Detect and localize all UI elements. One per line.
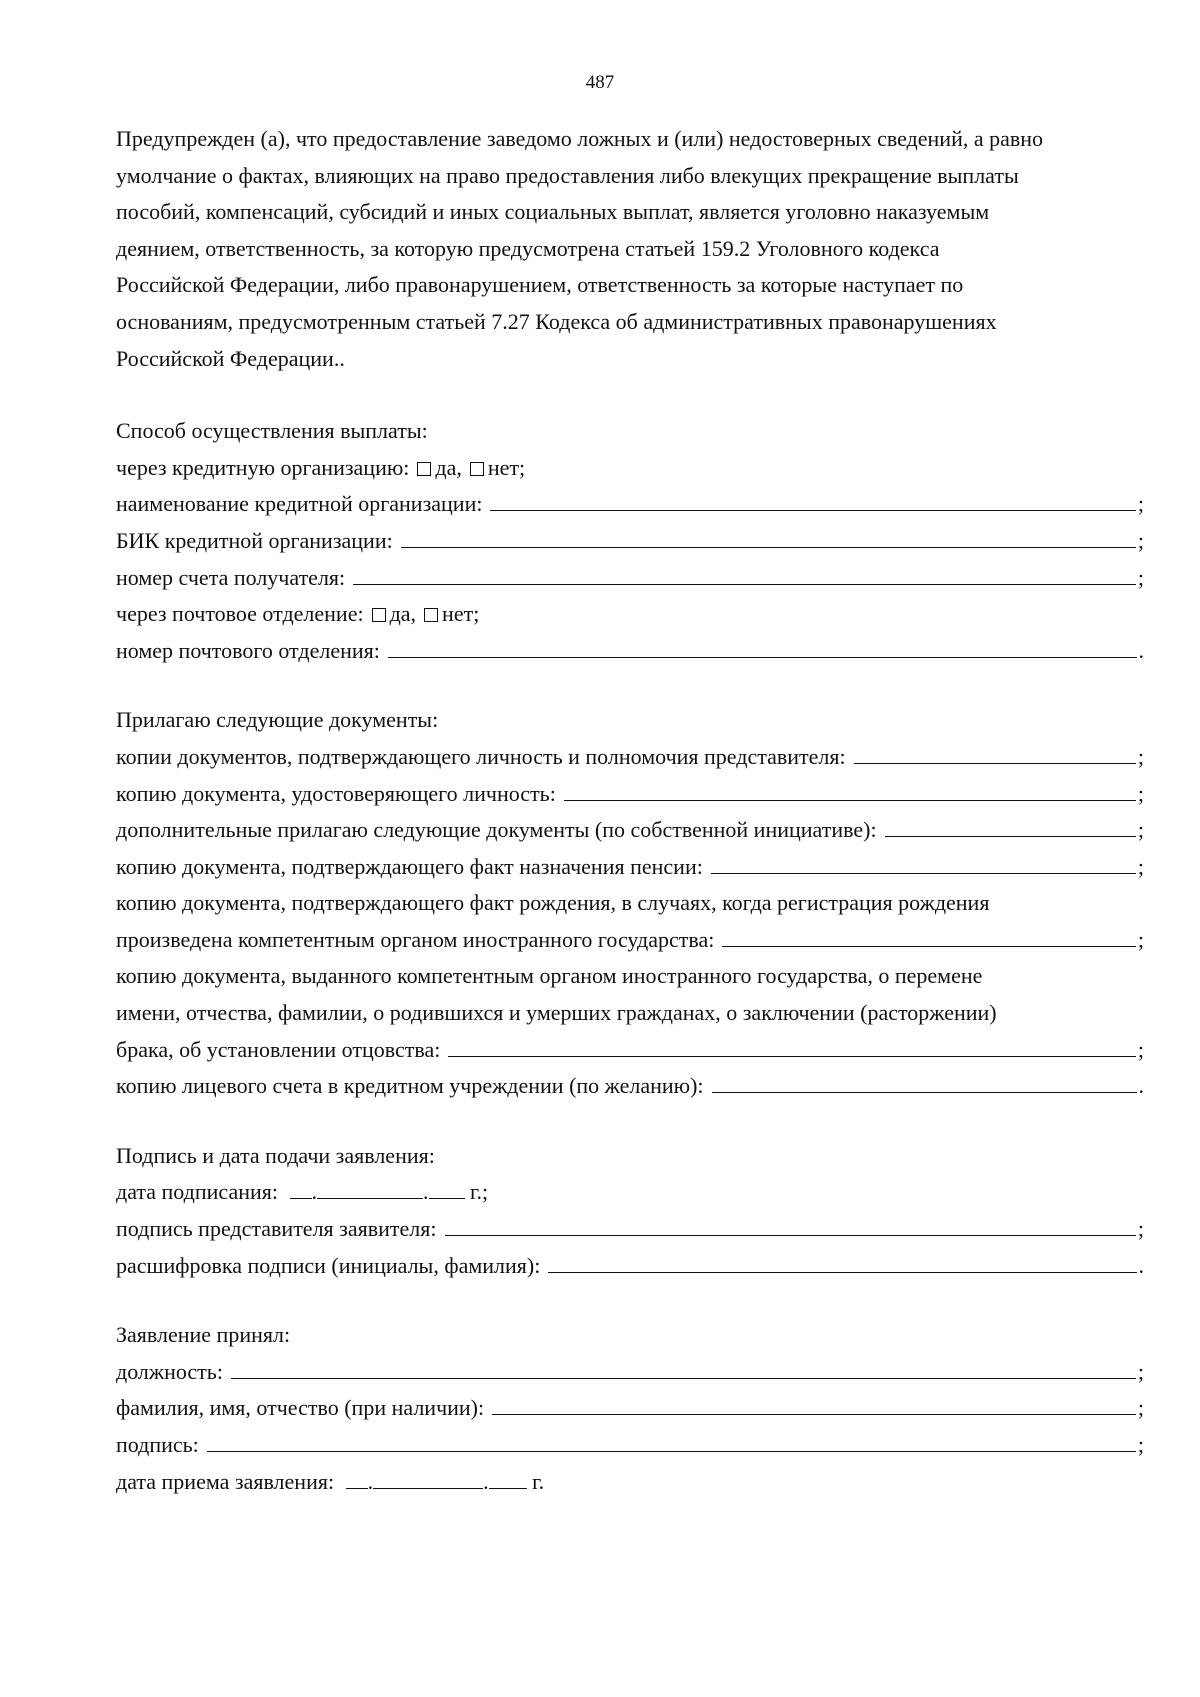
post-no-label: нет; <box>442 601 480 627</box>
signature-heading: Подпись и дата подачи заявления: <box>116 1142 435 1168</box>
doc-field[interactable] <box>712 1091 1137 1093</box>
accepted-section <box>116 1317 1144 1500</box>
form-content <box>116 121 1144 1500</box>
warning-line: деянием, ответственность, за которую предусмотрена статьей 159.2 Уголовного кодекса <box>116 235 940 261</box>
row-end: ; <box>1137 1395 1144 1421</box>
representative-sign-label: подпись представителя заявителя: <box>116 1216 437 1242</box>
payment-heading: Способ осуществления выплаты: <box>116 418 428 444</box>
accept-date-row <box>116 1464 1144 1501</box>
accept-sign-row <box>116 1427 1144 1464</box>
accept-sign-field[interactable] <box>207 1450 1136 1452</box>
doc-row <box>116 849 1144 886</box>
fio-row <box>116 1390 1144 1427</box>
row-end: ; <box>1137 1216 1144 1242</box>
doc-row <box>116 1068 1144 1105</box>
doc-label: дополнительные прилагаю следующие документы (по собственной инициативе): <box>116 817 877 843</box>
doc-field[interactable] <box>564 799 1136 801</box>
date-dot: . <box>311 1179 317 1205</box>
row-end: ; <box>1137 1036 1144 1062</box>
doc-text-line: копию документа, подтверждающего факт рождения, в случаях, когда регистрация рождения <box>116 890 990 916</box>
bank-no-checkbox[interactable] <box>470 462 484 476</box>
doc-row <box>116 1032 1144 1069</box>
row-end: ; <box>1137 926 1144 952</box>
warning-line: основаниям, предусмотренным статьей 7.27 Кодекса об административных правонарушениях <box>116 308 997 334</box>
bank-no-label: нет; <box>487 454 526 480</box>
doc-label: копии документов, подтверждающего личность и полномочия представителя: <box>116 743 846 769</box>
signing-date-label: дата подписания: <box>116 1179 278 1205</box>
date-dot: . <box>367 1468 374 1494</box>
doc-row <box>116 776 1144 813</box>
doc-row <box>116 812 1144 849</box>
post-number-label: номер почтового отделения: <box>116 637 380 663</box>
bik-row <box>116 523 1144 560</box>
position-row <box>116 1354 1144 1391</box>
doc-row <box>116 739 1144 776</box>
date-dot: . <box>423 1179 429 1205</box>
bank-name-row <box>116 486 1144 523</box>
account-field[interactable] <box>353 583 1136 585</box>
payment-section <box>116 413 1144 669</box>
doc-label: копию лицевого счета в кредитном учреждении (по желанию): <box>116 1073 704 1099</box>
month-field[interactable] <box>317 1197 423 1199</box>
row-end: ; <box>1137 491 1144 517</box>
sign-decode-row <box>116 1248 1144 1285</box>
doc-label: копию документа, удостоверяющего личность: <box>116 780 556 806</box>
doc-text-line: копию документа, выданного компетентным органом иностранного государства, о перемене <box>116 963 983 989</box>
warning-line: Российской Федерации.. <box>116 345 345 371</box>
bank-choice-row <box>116 450 1144 487</box>
doc-field[interactable] <box>711 872 1136 874</box>
doc-field[interactable] <box>722 945 1136 947</box>
doc-text-line: имени, отчества, фамилии, о родившихся и умерших гражданах, о заключении (расторжении) <box>116 1000 997 1026</box>
accept-sign-label: подпись: <box>116 1432 199 1457</box>
year-suffix: г.; <box>470 1179 489 1205</box>
month-field[interactable] <box>373 1487 483 1489</box>
doc-field[interactable] <box>854 762 1136 764</box>
documents-heading: Прилагаю следующие документы: <box>116 707 439 733</box>
warning-line: умолчание о фактах, влияющих на право предоставления либо влекущих прекращение выплаты <box>116 162 1019 188</box>
row-end: . <box>1138 1073 1144 1099</box>
sign-decode-label: расшифровка подписи (инициалы, фамилия): <box>116 1252 541 1278</box>
row-end: ; <box>1137 817 1144 843</box>
bik-label: БИК кредитной организации: <box>116 527 393 553</box>
year-field[interactable] <box>489 1487 527 1489</box>
row-end: . <box>1138 637 1144 663</box>
doc-field[interactable] <box>885 835 1136 837</box>
fio-field[interactable] <box>492 1413 1136 1415</box>
bank-choice-label: через кредитную организацию: <box>116 454 410 480</box>
post-yes-checkbox[interactable] <box>372 608 386 622</box>
row-end: ; <box>1137 527 1144 553</box>
doc-label: брака, об установлении отцовства: <box>116 1036 441 1062</box>
post-choice-row <box>116 596 1144 633</box>
position-field[interactable] <box>231 1377 1136 1379</box>
account-row <box>116 560 1144 597</box>
representative-sign-field[interactable] <box>445 1234 1136 1236</box>
bik-field[interactable] <box>401 546 1136 548</box>
representative-sign-row <box>116 1211 1144 1248</box>
post-yes-label: да, <box>389 601 417 627</box>
accepted-heading: Заявление принял: <box>116 1322 291 1348</box>
documents-section <box>116 702 1144 1105</box>
day-field[interactable] <box>346 1487 368 1489</box>
doc-row <box>116 922 1144 959</box>
day-field[interactable] <box>290 1197 312 1199</box>
date-dot: . <box>483 1468 489 1494</box>
row-end: ; <box>1137 1358 1144 1384</box>
doc-label: произведена компетентным органом иностранного государства: <box>116 926 715 952</box>
post-number-field[interactable] <box>388 656 1137 658</box>
row-end: . <box>1138 1252 1144 1278</box>
year-field[interactable] <box>429 1197 465 1199</box>
warning-paragraph <box>116 121 1144 377</box>
doc-label: копию документа, подтверждающего факт назначения пенсии: <box>116 853 703 879</box>
row-end: ; <box>1137 853 1144 879</box>
signing-date-row <box>116 1174 1144 1211</box>
row-end: ; <box>1137 780 1144 806</box>
post-number-row <box>116 633 1144 670</box>
warning-line: Предупрежден (а), что предоставление заведомо ложных и (или) недостоверных сведений, а равно <box>116 126 1044 151</box>
row-end: ; <box>1137 1432 1144 1457</box>
page-number: 487 <box>585 72 615 93</box>
bank-name-label: наименование кредитной организации: <box>116 491 483 517</box>
account-label: номер счета получателя: <box>116 564 346 590</box>
warning-line: пособий, компенсаций, субсидий и иных социальных выплат, является уголовно наказуемым <box>116 199 990 225</box>
bank-name-field[interactable] <box>490 509 1135 511</box>
row-end: ; <box>1137 743 1144 769</box>
year-suffix: г. <box>532 1468 545 1494</box>
position-label: должность: <box>116 1358 223 1384</box>
sign-decode-field[interactable] <box>548 1271 1136 1273</box>
signature-section <box>116 1138 1144 1284</box>
accept-date-label: дата приема заявления: <box>116 1468 335 1494</box>
row-end: ; <box>1137 564 1144 590</box>
bank-yes-checkbox[interactable] <box>417 462 431 476</box>
post-choice-label: через почтовое отделение: <box>116 601 364 627</box>
bank-yes-label: да, <box>435 454 462 480</box>
fio-label: фамилия, имя, отчество (при наличии): <box>116 1395 485 1421</box>
warning-line: Российской Федерации, либо правонарушением, ответственность за которые наступает по <box>116 272 964 298</box>
doc-field[interactable] <box>448 1055 1136 1057</box>
post-no-checkbox[interactable] <box>424 608 438 622</box>
